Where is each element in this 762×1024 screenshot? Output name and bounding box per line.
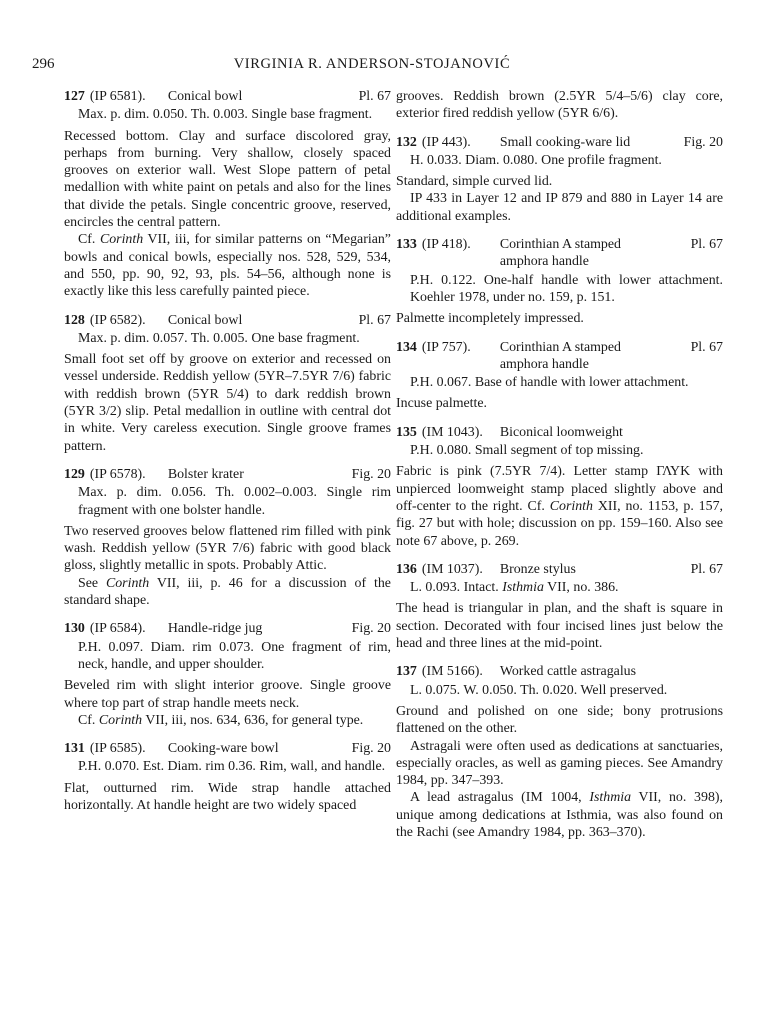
description-paragraph: Two reserved grooves below flattened rim filled with pink wash. Reddish yellow (5YR 7/6) fabric with good black gloss, slightly metallic in spots. Probably Attic. — [64, 523, 391, 574]
catalog-entry-133 — [396, 236, 723, 327]
description-paragraph: Flat, outturned rim. Wide strap handle attached horizontally. At handle height are two widely spaced — [64, 780, 391, 813]
plate-reference: Pl. 67 — [690, 339, 723, 355]
measurements: P.H. 0.080. Small segment of top missing. — [410, 443, 644, 459]
measurements: P.H. 0.070. Est. Diam. rim 0.36. Rim, wall, and handle. — [78, 759, 386, 775]
description-paragraph: Fabric is pink (7.5YR 7/4). Letter stamp ΓΛΥΚ with unpierced loomweight stamp placed slightly above and off-center to the right. Cf. Corinth XII, no. 1153, p. 157, fig. 27 but with hole; discussion on pp. 159–160. Also see note 67 above, p. 269. — [396, 464, 723, 549]
description-paragraph: Incuse palmette. — [396, 396, 488, 412]
description-paragraph: Standard, simple curved lid. — [396, 174, 553, 190]
description-paragraph: Astragali were often used as dedications at sanctuaries, especially oracles, as well as gaming pieces. See Amandry 1984, pp. 347–393. — [396, 738, 723, 789]
comparanda: Cf. Corinth VII, iii, nos. 634, 636, for general type. — [78, 712, 364, 728]
description-paragraph: Beveled rim with slight interior groove. Single groove where top part of strap handle meets neck. — [64, 678, 391, 711]
figure-reference: Fig. 20 — [351, 466, 391, 482]
description-paragraph: Palmette incompletely impressed. — [396, 311, 584, 327]
entry-description — [396, 463, 723, 549]
right-column — [396, 88, 723, 841]
entry-description — [396, 600, 723, 652]
comparanda: Cf. Corinth VII, iii, for similar patterns on “Megarian” bowls and conical bowls, especially nos. 528, 529, 534, and 550, pp. 90, 92, 93, pls. 54–56, although none is exactly like this less carefully painted piece. — [64, 232, 391, 300]
entry-description — [64, 677, 391, 729]
description-paragraph: Small foot set off by groove on exterior and recessed on vessel underside. Reddish yellow (5YR–7.5YR 7/6) fabric with reddish brown (5YR 5/4) to dark reddish brown (5YR 3/2) slip. Petal medallion in outline with central dot in white. Very careless execution. Single groove frames pattern. — [64, 352, 391, 454]
page-number: 296 — [32, 56, 55, 72]
left-column — [64, 88, 391, 814]
figure-reference: Fig. 20 — [351, 741, 391, 757]
entry-number: 129 — [64, 466, 85, 482]
entry-title: Corinthian A stamped amphora handle — [499, 339, 621, 372]
measurements: Max. p. dim. 0.050. Th. 0.003. Single base fragment. — [78, 107, 373, 123]
catalog-entry-128 — [64, 312, 391, 455]
entry-title: Cooking-ware bowl — [167, 741, 279, 757]
inventory-id: (IM 5166). — [421, 664, 483, 680]
description-paragraph: A lead astragalus (IM 1004, Isthmia VII, no. 398), unique among dedications at Isthmia, was also found on the Rachi (see Amandry 1984, pp. 363–370). — [396, 790, 723, 840]
plate-reference: Pl. 67 — [358, 89, 391, 104]
entry-title: Conical bowl — [167, 312, 243, 328]
inventory-id: (IP 6584). — [89, 621, 146, 637]
catalog-entry-136 — [396, 561, 723, 652]
catalog-entry-129 — [64, 466, 391, 609]
description-paragraph: The head is triangular in plan, and the shaft is square in section. Decorated with four incised lines just below the head and three lines at the mid-point. — [396, 601, 723, 652]
measurements: Max. p. dim. 0.056. Th. 0.002–0.003. Single rim fragment with one bolster handle. — [78, 485, 391, 518]
catalog-entry-127 — [64, 88, 391, 301]
inventory-id: (IP 443). — [421, 134, 471, 150]
entry-title: Biconical loomweight — [499, 424, 623, 440]
entry-heading — [396, 339, 723, 374]
entry-heading — [64, 312, 391, 329]
entry-number: 133 — [396, 237, 417, 253]
entry-title: Small cooking-ware lid — [499, 134, 631, 150]
inventory-id: (IP 6581). — [89, 89, 146, 104]
entry-heading — [396, 561, 723, 578]
inventory-id: (IM 1043). — [421, 424, 483, 440]
plate-reference: Pl. 67 — [690, 561, 723, 577]
plate-reference: Pl. 67 — [358, 312, 391, 328]
description-paragraph: Recessed bottom. Clay and surface discolored gray, perhaps from burning. Very shallow, closely spaced grooves on exterior wall. West Slope pattern of petal medallion with white paint on petals and also for the lines that divide the petals. Single concentric groove, reserved, encircles the central pattern. — [64, 128, 391, 231]
entry-title: Worked cattle astragalus — [499, 664, 637, 680]
entry-number: 135 — [396, 424, 417, 440]
entry-description — [64, 128, 391, 301]
figure-reference: Fig. 20 — [683, 134, 723, 150]
entry-description — [396, 173, 723, 225]
measurements: H. 0.033. Diam. 0.080. One profile fragment. — [410, 152, 662, 168]
entry-description — [64, 780, 391, 815]
entry-number: 136 — [396, 561, 417, 577]
entry-title: Conical bowl — [167, 89, 243, 104]
catalog-entry-134 — [396, 339, 723, 413]
plate-reference: Pl. 67 — [690, 237, 723, 253]
description-paragraph: IP 433 in Layer 12 and IP 879 and 880 in Layer 14 are additional examples. — [396, 191, 723, 224]
entry-title: Bolster krater — [167, 466, 244, 482]
measurements: P.H. 0.122. One-half handle with lower attachment. Koehler 1978, under no. 159, p. 151. — [410, 272, 723, 305]
entry-heading — [64, 620, 391, 637]
catalog-entry-130 — [64, 620, 391, 729]
inventory-id: (IM 1037). — [421, 561, 483, 577]
entry-number: 130 — [64, 621, 85, 637]
catalog-entry-132 — [396, 134, 723, 225]
running-head: VIRGINIA R. ANDERSON-STOJANOVIĆ — [233, 56, 511, 72]
inventory-id: (IP 757). — [421, 339, 471, 355]
description-paragraph: Ground and polished on one side; bony protrusions flattened on the other. — [396, 703, 723, 737]
inventory-id: (IP 6582). — [89, 312, 146, 328]
inventory-id: (IP 418). — [421, 237, 471, 253]
measurements: L. 0.093. Intact. Isthmia VII, no. 386. — [410, 580, 619, 596]
entry-description — [396, 395, 723, 412]
figure-reference: Fig. 20 — [351, 621, 391, 637]
entry-description — [64, 523, 391, 609]
entry-number: 127 — [64, 89, 85, 104]
entry-description — [396, 703, 723, 841]
measurements: Max. p. dim. 0.057. Th. 0.005. One base fragment. — [78, 330, 360, 346]
measurements: P.H. 0.067. Base of handle with lower attachment. — [410, 375, 689, 391]
catalog-entry-135 — [396, 424, 723, 550]
entry-number: 137 — [396, 664, 417, 680]
inventory-id: (IP 6578). — [89, 466, 146, 482]
entry-description — [64, 351, 391, 455]
entry-number: 131 — [64, 741, 85, 757]
continued-description: grooves. Reddish brown (2.5YR 5/4–5/6) clay core, exterior fired reddish yellow (5YR 6/6). — [396, 89, 723, 122]
entry-heading — [396, 134, 723, 151]
entry-description — [396, 310, 723, 327]
entry-heading — [64, 740, 391, 757]
entry-heading — [64, 466, 391, 483]
comparanda: See Corinth VII, iii, p. 46 for a discussion of the standard shape. — [64, 575, 391, 609]
entry-number: 132 — [396, 134, 417, 150]
entry-number: 134 — [396, 339, 417, 355]
entry-title: Bronze stylus — [499, 561, 576, 577]
entry-title: Handle-ridge jug — [167, 621, 263, 637]
entry-title: Corinthian A stamped amphora handle — [499, 237, 621, 270]
entry-heading — [396, 663, 723, 680]
entry-heading — [396, 424, 723, 441]
inventory-id: (IP 6585). — [89, 741, 146, 757]
catalog-entry-137 — [396, 663, 723, 841]
measurements: P.H. 0.097. Diam. rim 0.073. One fragment of rim, neck, handle, and upper shoulder. — [78, 639, 391, 672]
entry-number: 128 — [64, 312, 85, 328]
page-header — [32, 56, 712, 78]
measurements: L. 0.075. W. 0.050. Th. 0.020. Well preserved. — [410, 682, 668, 698]
entry-heading — [396, 236, 723, 271]
catalog-entry-131 — [64, 740, 391, 814]
entry-heading — [64, 88, 391, 105]
